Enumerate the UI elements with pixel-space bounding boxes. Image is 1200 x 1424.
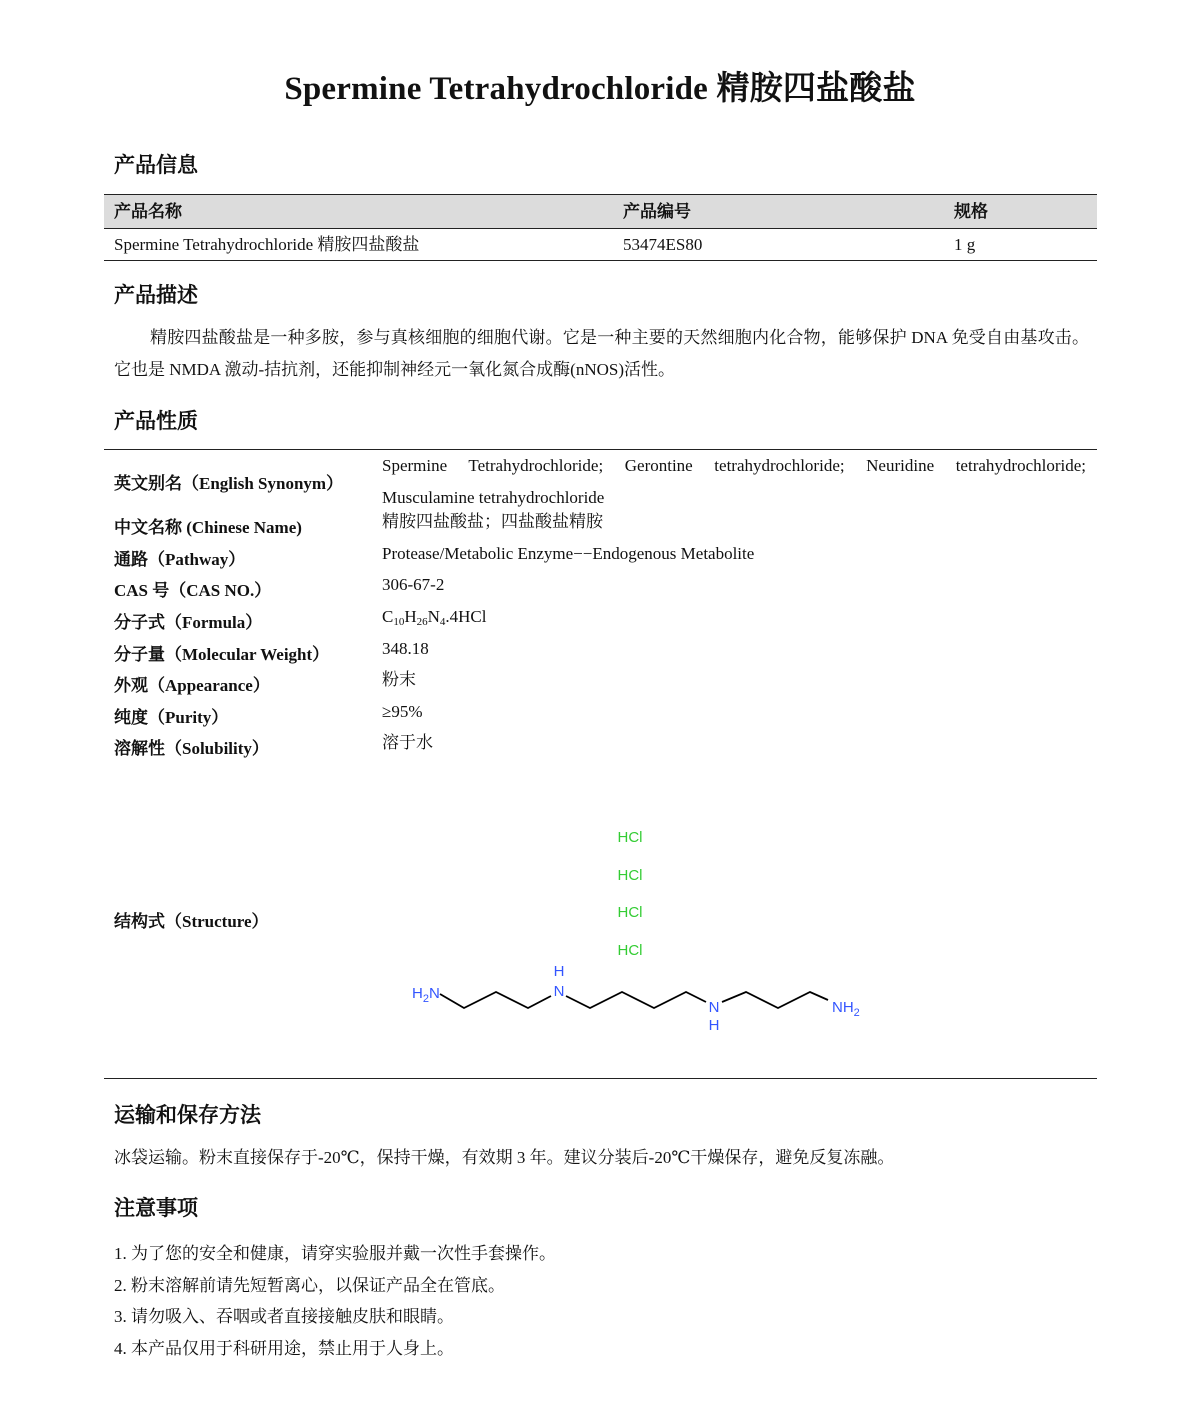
header-product-name: 产品名称 — [114, 202, 182, 221]
left-amine-label: $H_2N$ — [412, 985, 440, 1005]
structure-diagram — [400, 820, 880, 1040]
hcl-label-1: HCl — [617, 829, 643, 846]
hcl-label-2: HCl — [617, 867, 643, 884]
section-heading-description: 产品描述 — [114, 283, 198, 307]
header-spec: 规格 — [954, 202, 988, 221]
table-row — [104, 229, 1097, 261]
property-label: 纯度（Purity） — [114, 708, 229, 727]
formula-h-sub: 26 — [416, 616, 428, 628]
formula-rest: .4HCl — [445, 607, 487, 626]
cell-product-code: 53474ES80 — [623, 235, 703, 254]
property-label: 溶解性（Solubility） — [114, 739, 269, 758]
storage-text: 冰袋运输。粉末直接保存于-20℃，保持干燥，有效期 3 年。建议分装后-20℃干燥保存，避免反复冻融。 — [114, 1148, 895, 1167]
property-label: 中文名称 (Chinese Name) — [114, 518, 302, 537]
property-value: 粉末 — [382, 670, 416, 689]
upper-nh-h: H — [553, 963, 565, 980]
property-label: 通路（Pathway） — [114, 550, 246, 569]
section-heading-properties: 产品性质 — [114, 409, 198, 433]
property-value: 306-67-2 — [382, 575, 445, 594]
properties-bottom-rule — [104, 1078, 1097, 1079]
page-title: Spermine Tetrahydrochloride 精胺四盐酸盐 — [284, 71, 916, 107]
formula-c-sub: 10 — [393, 616, 405, 628]
lower-nh-h: H — [708, 1017, 720, 1034]
cell-spec: 1 g — [954, 235, 976, 254]
carbon-chain-bonds-middle — [566, 992, 706, 1008]
table-header-row — [104, 194, 1097, 229]
formula-h: H — [404, 607, 417, 626]
property-value: Protease/Metabolic Enzyme−−Endogenous Metabolite — [382, 544, 755, 563]
cell-product-name: Spermine Tetrahydrochloride 精胺四盐酸盐 — [114, 235, 420, 254]
list-item: 3. 请勿吸入、吞咽或者直接接触皮肤和眼睛。 — [114, 1307, 454, 1327]
hcl-group — [618, 829, 643, 959]
formula-c: C — [382, 607, 394, 626]
section-heading-notes: 注意事项 — [114, 1196, 198, 1220]
property-value: ≥95% — [382, 702, 423, 721]
property-value: 348.18 — [382, 639, 429, 658]
list-item: 2. 粉末溶解前请先短暂离心，以保证产品全在管底。 — [114, 1275, 505, 1295]
notes-list — [114, 1238, 556, 1365]
property-label: 外观（Appearance） — [114, 676, 270, 695]
property-label: 英文别名（English Synonym） — [114, 474, 344, 493]
property-value: Spermine Tetrahydrochloride; Gerontine tetrahydrochloride; Neuridine tetrahydrochloride; Musculamine tetrahydrochloride — [382, 456, 1086, 507]
property-label: 结构式（Structure） — [114, 912, 269, 931]
hcl-label-4: HCl — [617, 942, 643, 959]
lower-nh-n: N — [708, 999, 720, 1016]
section-heading-product-info: 产品信息 — [114, 153, 198, 177]
property-value: 精胺四盐酸盐；四盐酸盐精胺 — [382, 512, 603, 531]
product-info-table — [104, 194, 1097, 261]
hcl-label-3: HCl — [617, 904, 643, 921]
formula-n: N — [427, 607, 440, 626]
header-product-code: 产品编号 — [623, 202, 691, 221]
upper-nh-n: N — [553, 983, 565, 1000]
carbon-chain-bonds-right — [722, 992, 828, 1008]
description-text: 精胺四盐酸盐是一种多胺，参与真核细胞的细胞代谢。它是一种主要的天然细胞内化合物，能够保护 DNA 免受自由基攻击。它也是 NMDA 激动-拮抗剂，还能抑制神经元一氧化氮合成酶(nNOS)活性。 — [114, 328, 1089, 379]
property-label: 分子量（Molecular Weight） — [114, 645, 330, 664]
property-value: 溶于水 — [382, 733, 433, 752]
property-label: 分子式（Formula） — [114, 613, 263, 632]
section-heading-storage: 运输和保存方法 — [114, 1103, 261, 1127]
carbon-chain-bonds — [440, 992, 551, 1008]
list-item: 1. 为了您的安全和健康，请穿实验服并戴一次性手套操作。 — [114, 1244, 556, 1263]
formula-n-sub: 4 — [439, 616, 446, 628]
formula-value — [382, 601, 1086, 633]
list-item: 4. 本产品仅用于科研用途，禁止用于人身上。 — [114, 1339, 454, 1359]
property-label: CAS 号（CAS NO.） — [114, 581, 272, 600]
right-amine-label: $NH_2$ — [832, 999, 860, 1019]
